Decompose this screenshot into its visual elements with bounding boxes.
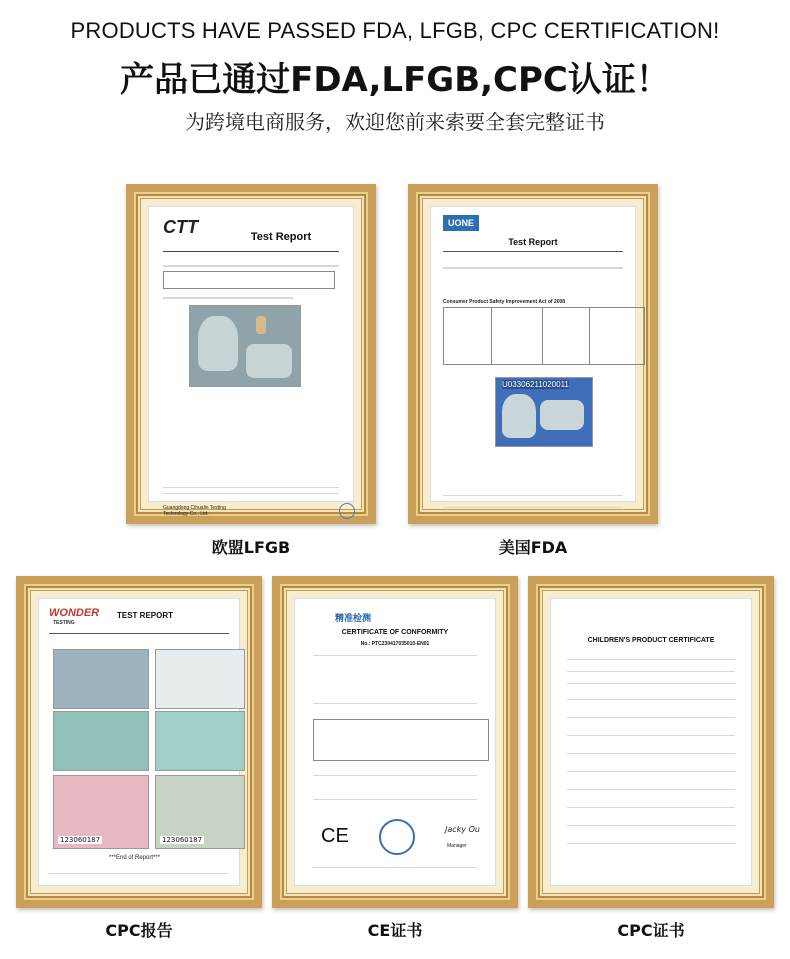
label-code: U03306211020011 bbox=[502, 380, 569, 389]
certificate-number: No.: PTC230417035010-EN01 bbox=[360, 641, 430, 647]
signature: Jacky Ou bbox=[445, 825, 480, 834]
headline-chinese: 产品已通过FDA,LFGB,CPC认证！ bbox=[120, 60, 670, 100]
uone-logo: UONE bbox=[443, 215, 479, 231]
subheadline: 为跨境电商服务，欢迎您前来索要全套完整证书 bbox=[185, 110, 605, 134]
ctt-logo: CTT bbox=[163, 217, 198, 237]
wonder-logo-sub: TESTING bbox=[53, 620, 75, 626]
caption-lfgb: 欧盟LFGB bbox=[211, 538, 291, 557]
wonder-logo: WONDER bbox=[49, 607, 100, 619]
lab-footer: Guangdong Cihualin Testing Technology Co., Ltd. bbox=[163, 505, 226, 517]
certificate-frame-lfgb bbox=[126, 184, 376, 524]
signatory-title: Manager bbox=[447, 843, 467, 849]
seal-icon bbox=[379, 819, 415, 855]
end-of-report: ***End of Report*** bbox=[109, 855, 161, 861]
certificate-frame-cpc-report bbox=[16, 576, 262, 908]
ce-mark: CE bbox=[321, 825, 349, 847]
product-photo bbox=[495, 377, 593, 447]
caption-cpc-certificate: CPC证书 bbox=[617, 921, 685, 940]
certificate-title: CERTIFICATE OF CONFORMITY bbox=[341, 629, 449, 636]
report-title: TEST REPORT bbox=[117, 611, 174, 620]
section-heading: Consumer Product Safety Improvement Act of 2008 bbox=[443, 299, 566, 305]
label-code: 123060187 bbox=[60, 836, 101, 844]
seal-icon bbox=[339, 503, 355, 519]
product-photo bbox=[189, 305, 301, 387]
certificate-title: CHILDREN'S PRODUCT CERTIFICATE bbox=[587, 637, 715, 644]
report-title: Test Report bbox=[508, 237, 558, 247]
certificate-frame-cpc-certificate bbox=[528, 576, 774, 908]
headline-english: PRODUCTS HAVE PASSED FDA, LFGB, CPC CERTIFICATION! bbox=[70, 18, 720, 43]
caption-ce: CE证书 bbox=[367, 921, 423, 940]
ptc-logo: 精准检测 bbox=[335, 613, 372, 623]
label-code: 123060187 bbox=[162, 836, 203, 844]
caption-cpc-report: CPC报告 bbox=[105, 921, 173, 940]
caption-fda: 美国FDA bbox=[498, 538, 568, 557]
certificate-frame-ce bbox=[272, 576, 518, 908]
certificate-frame-fda bbox=[408, 184, 658, 524]
report-title: Test Report bbox=[250, 231, 312, 243]
